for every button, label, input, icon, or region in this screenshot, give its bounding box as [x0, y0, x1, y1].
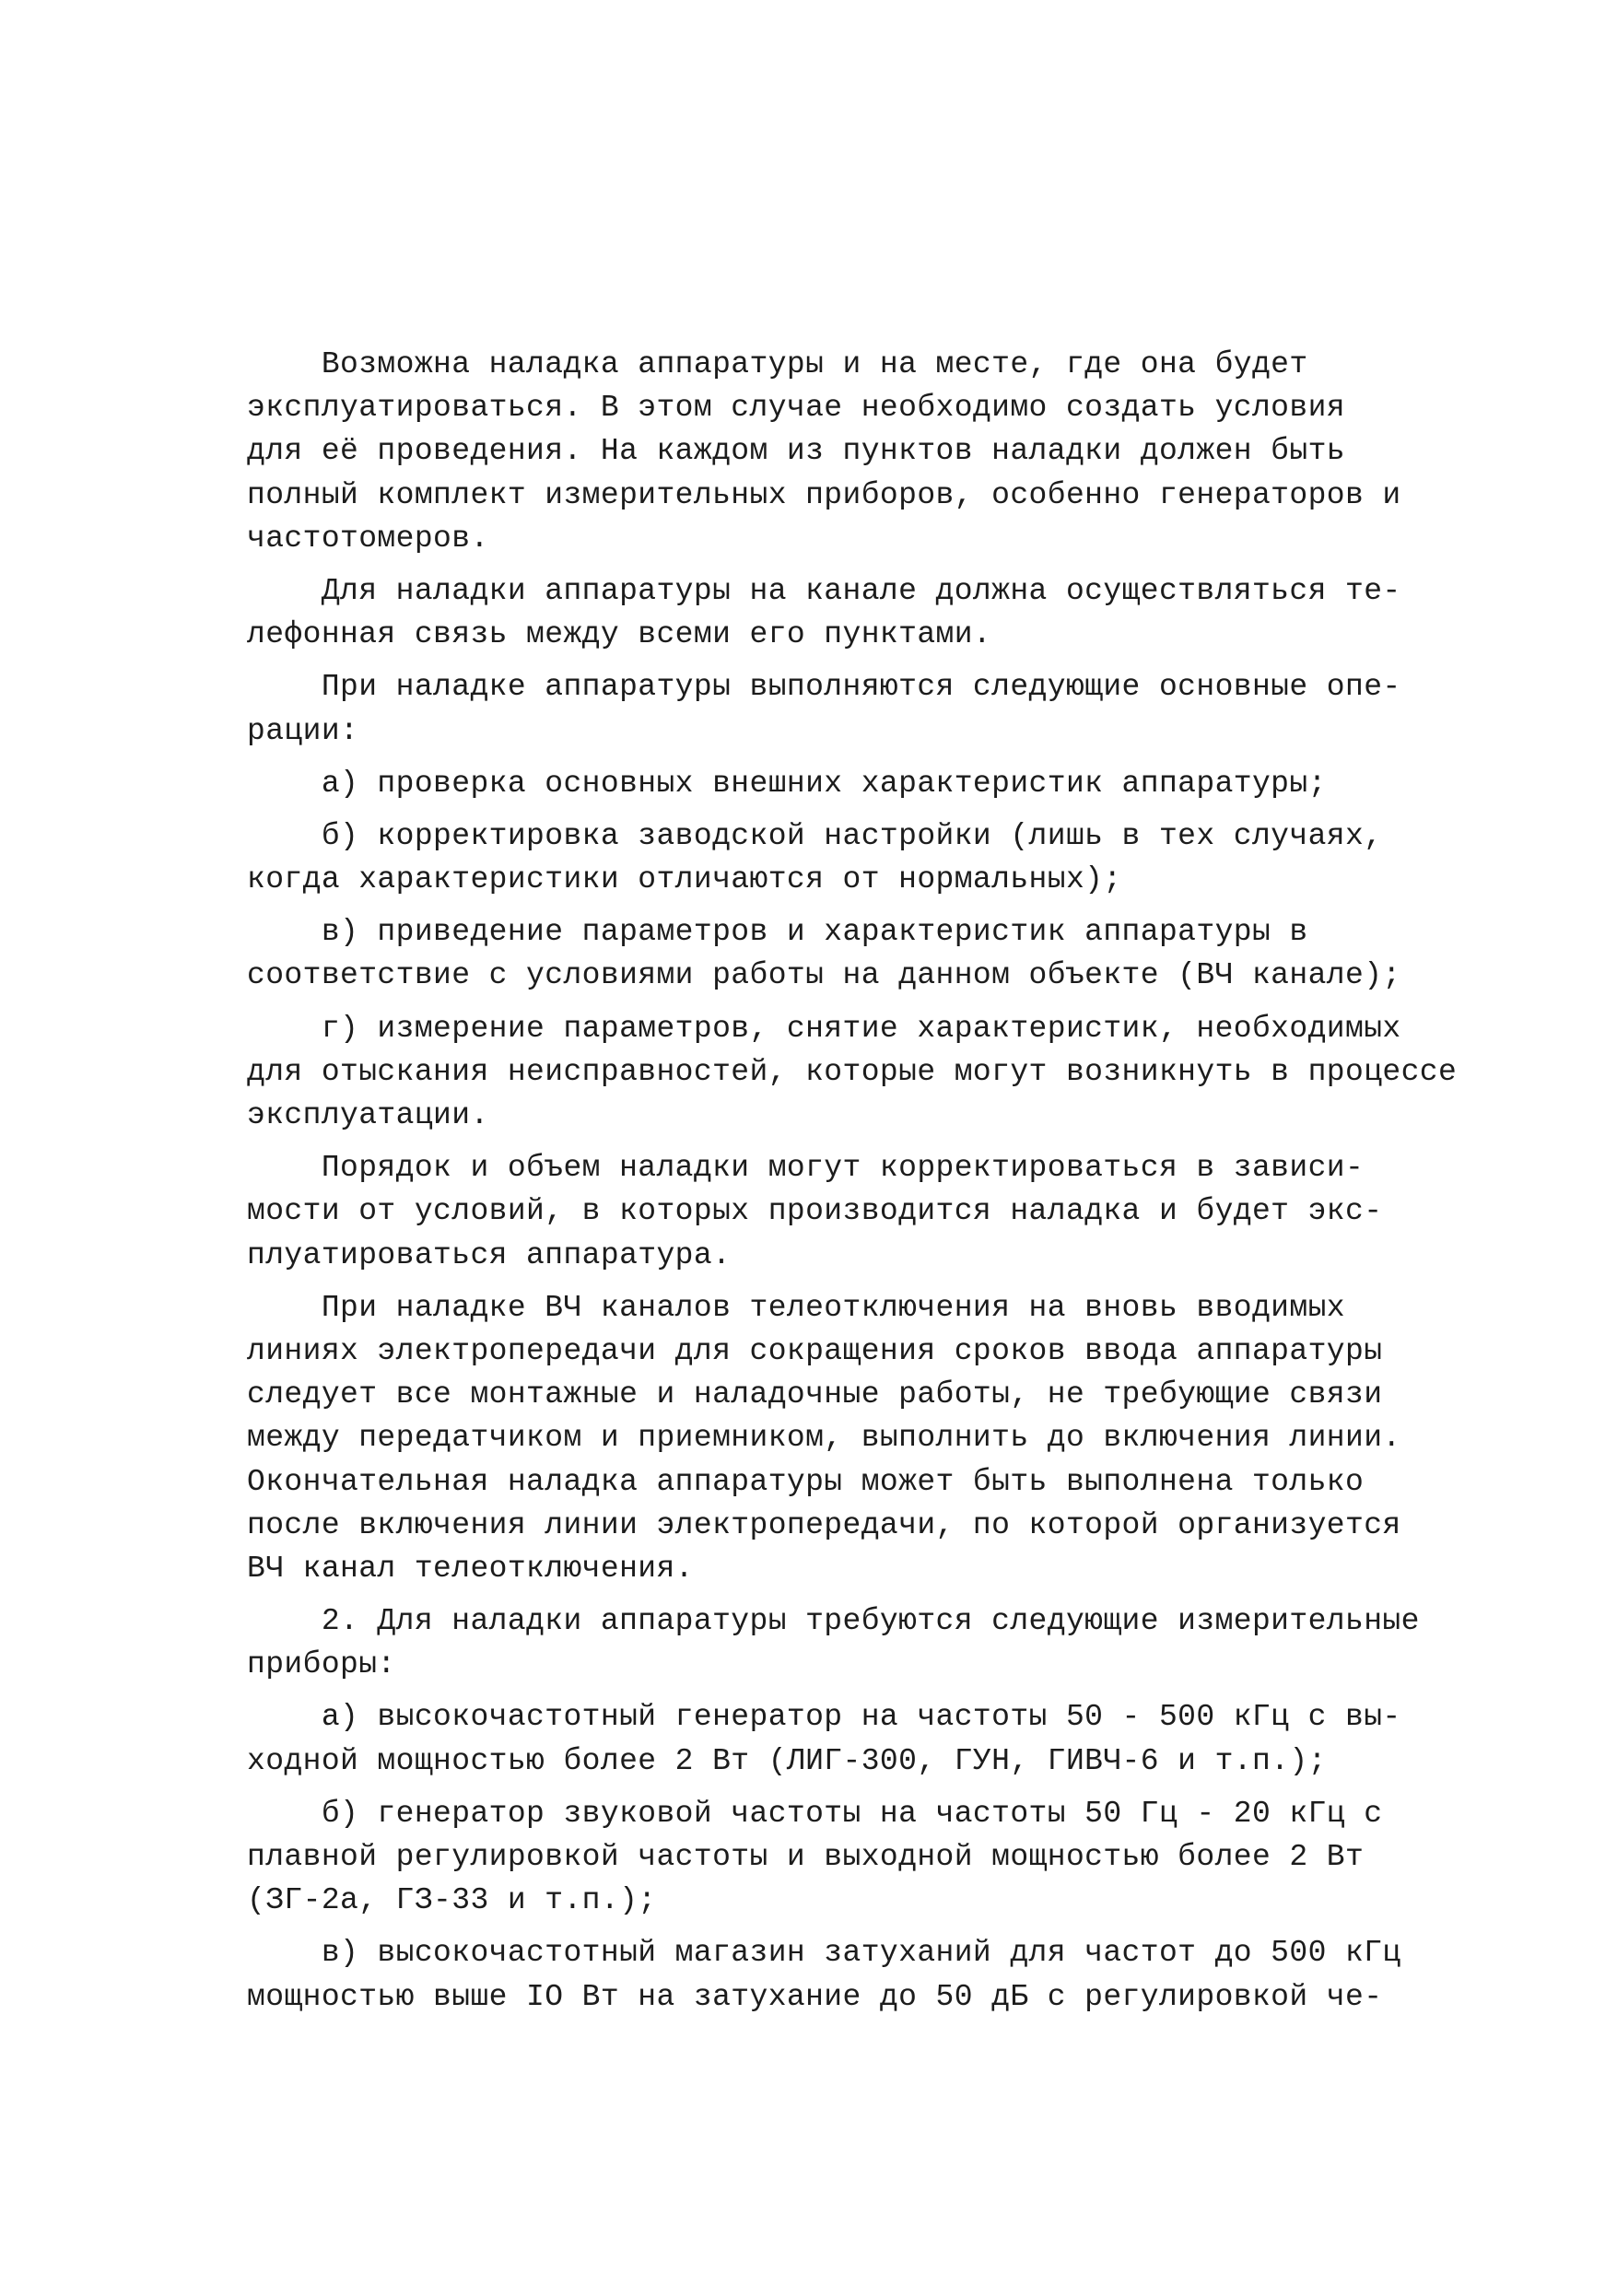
- text-line: Порядок и объем наладки могут корректироваться в зависи-: [247, 1151, 1365, 1186]
- text-line: а) проверка основных внешних характеристик аппаратуры;: [247, 766, 1327, 801]
- text-line: линиях электропередачи для сокращения сроков ввода аппаратуры: [247, 1333, 1383, 1368]
- list-item: [247, 910, 1408, 997]
- text-line: рации:: [247, 713, 359, 748]
- text-line: соответствие с условиями работы на данном объекте (ВЧ канале);: [247, 958, 1401, 993]
- text-line: плавной регулировкой частоты и выходной мощностью более 2 Вт: [247, 1840, 1365, 1874]
- list-item: [247, 1007, 1458, 1138]
- text-line: плуатироваться аппаратура.: [247, 1237, 732, 1272]
- paragraph: [247, 1599, 1420, 1686]
- text-line: Для наладки аппаратуры на канале должна осуществляться те-: [247, 573, 1401, 608]
- text-line: Возможна наладка аппаратуры и на месте, где она будет: [247, 347, 1308, 381]
- text-line: ВЧ канал телеотключения.: [247, 1551, 694, 1586]
- text-line: эксплуатироваться. В этом случае необходимо создать условия: [247, 391, 1345, 426]
- text-line: полный комплект измерительных приборов, особенно генераторов и: [247, 477, 1401, 512]
- paragraph: [247, 1146, 1408, 1277]
- text-line: в) приведение параметров и характеристик аппаратуры в: [247, 915, 1308, 950]
- document-body: [247, 343, 1458, 2019]
- list-item: [247, 1792, 1408, 1923]
- text-line: приборы:: [247, 1647, 396, 1682]
- text-line: для отыскания неисправностей, которые могут возникнуть в процессе: [247, 1054, 1458, 1089]
- text-line: а) высокочастотный генератор на частоты 50 - 500 кГц с вы-: [247, 1700, 1401, 1735]
- list-item: [247, 762, 1408, 805]
- text-line: г) измерение параметров, снятие характеристик, необходимых: [247, 1011, 1401, 1046]
- text-line: При наладке ВЧ каналов телеотключения на вновь вводимых: [247, 1290, 1345, 1325]
- list-item: [247, 1931, 1408, 2018]
- text-line: мости от условий, в которых производится наладка и будет экс-: [247, 1194, 1383, 1229]
- text-line: между передатчиком и приемником, выполнить до включения линии.: [247, 1421, 1401, 1456]
- text-line: для её проведения. На каждом из пунктов наладки должен быть: [247, 434, 1345, 469]
- list-item: [247, 814, 1408, 901]
- list-item: [247, 1695, 1408, 1782]
- text-line: ходной мощностью более 2 Вт (ЛИГ-300, ГУН, ГИВЧ-6 и т.п.);: [247, 1743, 1327, 1778]
- text-line: эксплуатации.: [247, 1098, 489, 1132]
- text-line: частотомеров.: [247, 521, 489, 556]
- paragraph: [247, 665, 1408, 752]
- text-line: в) высокочастотный магазин затуханий для частот до 500 кГц: [247, 1936, 1401, 1971]
- paragraph: [247, 343, 1408, 560]
- text-line: после включения линии электропередачи, по которой организуется: [247, 1507, 1401, 1542]
- text-line: лефонная связь между всеми его пунктами.: [247, 617, 992, 652]
- text-line: 2. Для наладки аппаратуры требуются следующие измерительные: [247, 1604, 1420, 1639]
- text-line: При наладке аппаратуры выполняются следующие основные опе-: [247, 670, 1401, 705]
- paragraph: [247, 1286, 1408, 1590]
- text-line: Окончательная наладка аппаратуры может быть выполнена только: [247, 1464, 1365, 1499]
- paragraph: [247, 569, 1408, 656]
- text-line: мощностью выше IO Вт на затухание до 50 дБ с регулировкой че-: [247, 1979, 1383, 2014]
- text-line: следует все монтажные и наладочные работы, не требующие связи: [247, 1377, 1383, 1412]
- text-line: б) генератор звуковой частоты на частоты 50 Гц - 20 кГц с: [247, 1796, 1383, 1831]
- text-line: когда характеристики отличаются от нормальных);: [247, 862, 1122, 897]
- text-line: (ЗГ-2а, ГЗ-33 и т.п.);: [247, 1883, 657, 1918]
- text-line: б) корректировка заводской настройки (лишь в тех случаях,: [247, 818, 1383, 853]
